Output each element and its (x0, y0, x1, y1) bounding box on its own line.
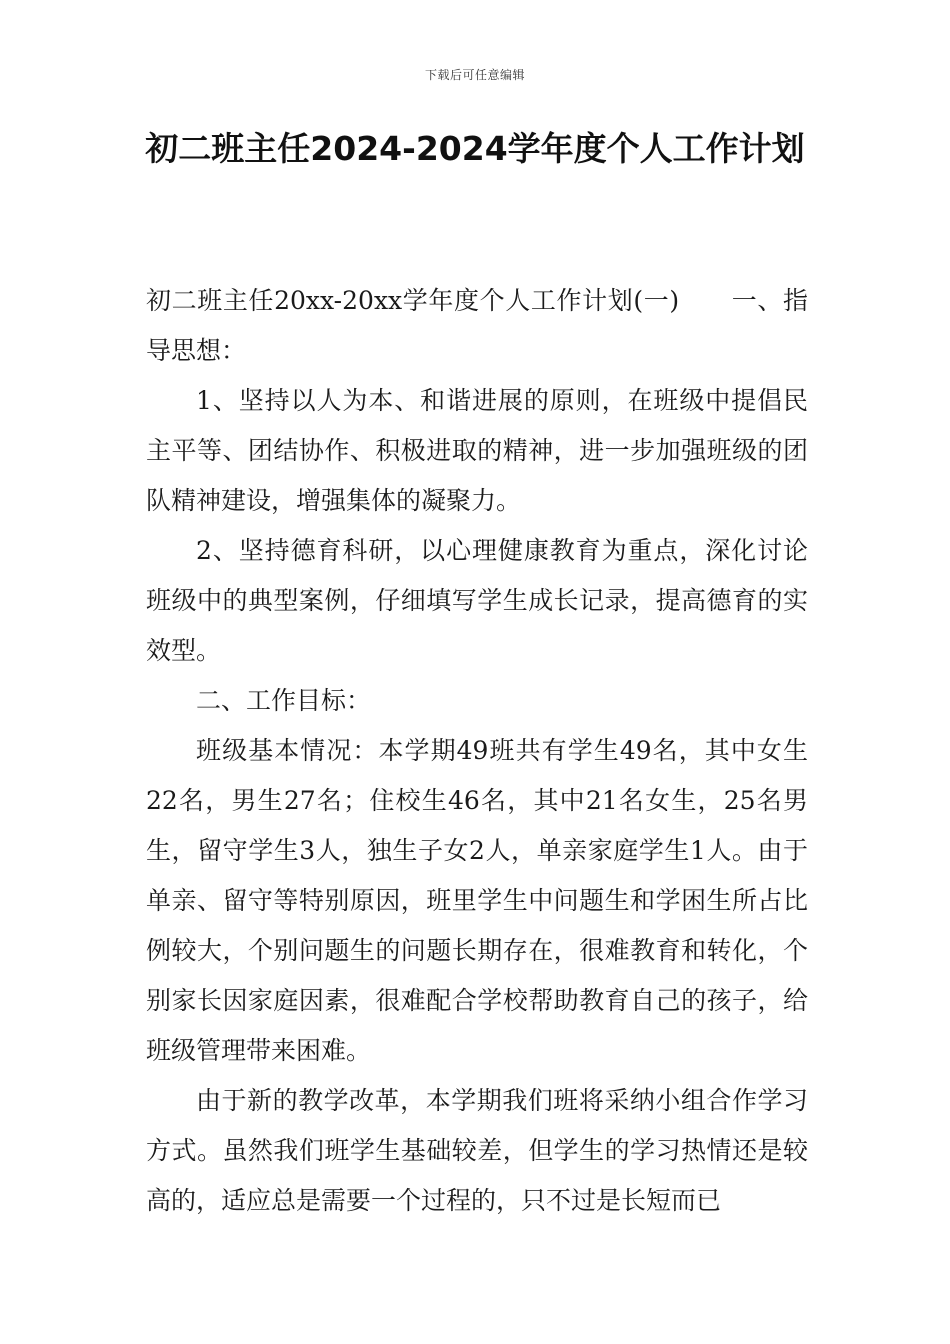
paragraph: 2、坚持德育科研，以心理健康教育为重点，深化讨论班级中的典型案例，仔细填写学生成长记录，提高德育的实效型。 (146, 536, 808, 665)
section-heading: 二、工作目标： (196, 686, 372, 715)
intro-paragraph (146, 276, 808, 376)
paragraph: 1、坚持以人为本、和谐进展的原则，在班级中提倡民主平等、团结协作、积极进取的精神，进一步加强班级的团队精神建设，增强集体的凝聚力。 (146, 386, 808, 515)
document-body (146, 276, 808, 1226)
intro-heading: 一、指导思想： (146, 286, 808, 365)
intro-title: 初二班主任20xx-20xx学年度个人工作计划(一) (146, 286, 680, 315)
paragraph: 由于新的教学改革，本学期我们班将采纳小组合作学习方式。虽然我们班学生基础较差，但学生的学习热情还是较高的，适应总是需要一个过程的，只不过是长短而已 (146, 1086, 808, 1215)
paragraph: 班级基本情况：本学期49班共有学生49名，其中女生22名，男生27名；住校生46名，其中21名女生，25名男生，留守学生3人，独生子女2人，单亲家庭学生1人。由于单亲、留守等特别原因，班里学生中问题生和学困生所占比例较大，个别问题生的问题长期存在，很难教育和转化，个别家长因家庭因素，很难配合学校帮助教育自己的孩子，给班级管理带来困难。 (146, 736, 808, 1065)
document-title: 初二班主任2024-2024学年度个人工作计划 (145, 129, 805, 168)
header-note: 下载后可任意编辑 (424, 68, 525, 82)
